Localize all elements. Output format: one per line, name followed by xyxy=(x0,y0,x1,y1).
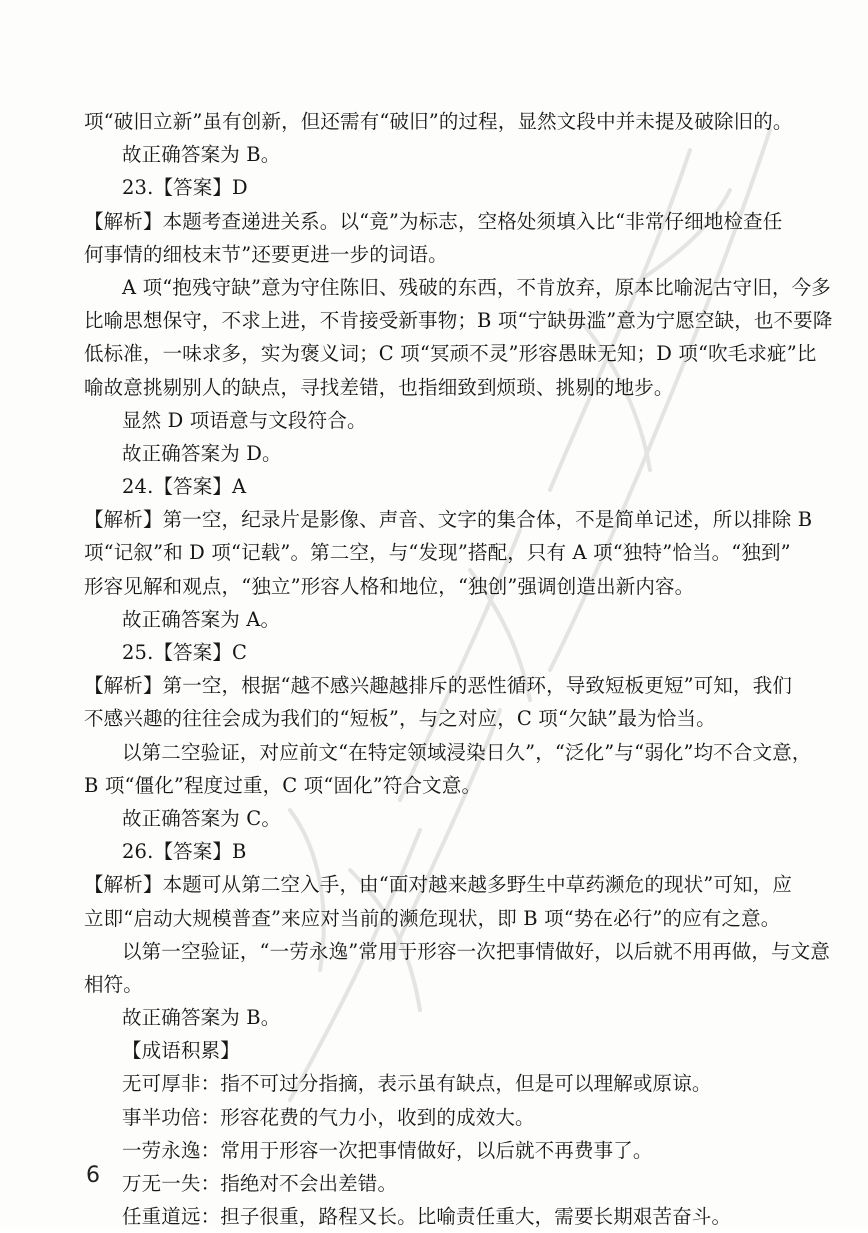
text-line: A 项“抱残守缺”意为守住陈旧、残破的东西，不肯放弃，原本比喻泥古守旧，今多 xyxy=(122,275,831,299)
text-line: 项“破旧立新”虽有创新，但还需有“破旧”的过程，显然文段中并未提及破除旧的。 xyxy=(84,110,793,133)
text-line: 显然 D 项语意与文段符合。 xyxy=(122,408,367,432)
text-line: 任重道远：担子很重，路程又长。比喻责任重大，需要长期艰苦奋斗。 xyxy=(122,1205,732,1229)
text-line: 相符。 xyxy=(84,972,143,996)
text-line: 不感兴趣的往往会成为我们的“短板”，与之对应，C 项“欠缺”最为恰当。 xyxy=(84,707,716,731)
text-line: 【解析】第一空，纪录片是影像、声音、文字的集合体，不是简单记述，所以排除 B xyxy=(84,508,813,532)
text-line: 【解析】本题可从第二空入手，由“面对越来越多野生中草药濒危的现状”可知，应 xyxy=(84,873,792,897)
text-line: 以第一空验证，“一劳永逸”常用于形容一次把事情做好，以后就不用再做，与文意 xyxy=(122,939,830,963)
text-line: 【成语积累】 xyxy=(122,1039,240,1063)
text-line: 万无一失：指绝对不会出差错。 xyxy=(122,1172,398,1195)
text-line: 以第二空验证，对应前文“在特定领域浸染日久”，“泛化”与“弱化”均不合文意， xyxy=(122,740,812,764)
text-line: 【解析】本题考查递进关系。以“竟”为标志，空格处须填入比“非常仔细地检查任 xyxy=(84,209,783,233)
text-line: 故正确答案为 D。 xyxy=(122,441,282,465)
text-line: 26.【答案】B xyxy=(122,840,247,864)
text-line: 形容见解和观点，“独立”形容人格和地位，“独创”强调创造出新内容。 xyxy=(84,574,695,598)
text-line: 项“记叙”和 D 项“记载”。第二空，与“发现”搭配，只有 A 项“独特”恰当。“独到” xyxy=(84,541,791,565)
text-line: B 项“僵化”程度过重，C 项“固化”符合文意。 xyxy=(84,773,482,797)
text-line: 立即“启动大规模普查”来应对当前的濒危现状，即 B 项“势在必行”的应有之意。 xyxy=(84,906,781,930)
text-line: 低标准，一味求多，实为褒义词；C 项“冥顽不灵”形容愚昧无知；D 项“吹毛求疵”比 xyxy=(84,342,817,366)
text-line: 【解析】第一空，根据“越不感兴趣越排斥的恶性循环，导致短板更短”可知，我们 xyxy=(84,674,792,698)
text-line: 事半功倍：形容花费的气力小，收到的成效大。 xyxy=(122,1105,535,1129)
answer-explanation-text xyxy=(84,105,833,1233)
text-line: 无可厚非：指不可过分指摘，表示虽有缺点，但是可以理解或原谅。 xyxy=(122,1072,712,1096)
page-number: 6 xyxy=(86,1163,100,1188)
text-line: 故正确答案为 C。 xyxy=(122,806,281,830)
text-line: 何事情的细枝末节”还要更进一步的词语。 xyxy=(84,242,448,266)
text-line: 25.【答案】C xyxy=(122,641,248,664)
text-line: 比喻思想保守，不求上进，不肯接受新事物；B 项“宁缺毋滥”意为宁愿空缺，也不要降 xyxy=(84,309,833,333)
text-line: 故正确答案为 B。 xyxy=(122,143,281,167)
text-line: 23.【答案】D xyxy=(122,176,248,200)
text-line: 一劳永逸：常用于形容一次把事情做好，以后就不再费事了。 xyxy=(122,1138,653,1162)
text-line: 故正确答案为 B。 xyxy=(122,1006,281,1030)
text-line: 故正确答案为 A。 xyxy=(122,607,281,631)
text-line: 24.【答案】A xyxy=(122,475,247,499)
text-line: 喻故意挑剔别人的缺点，寻找差错，也指细致到烦琐、挑剔的地步。 xyxy=(84,375,674,399)
